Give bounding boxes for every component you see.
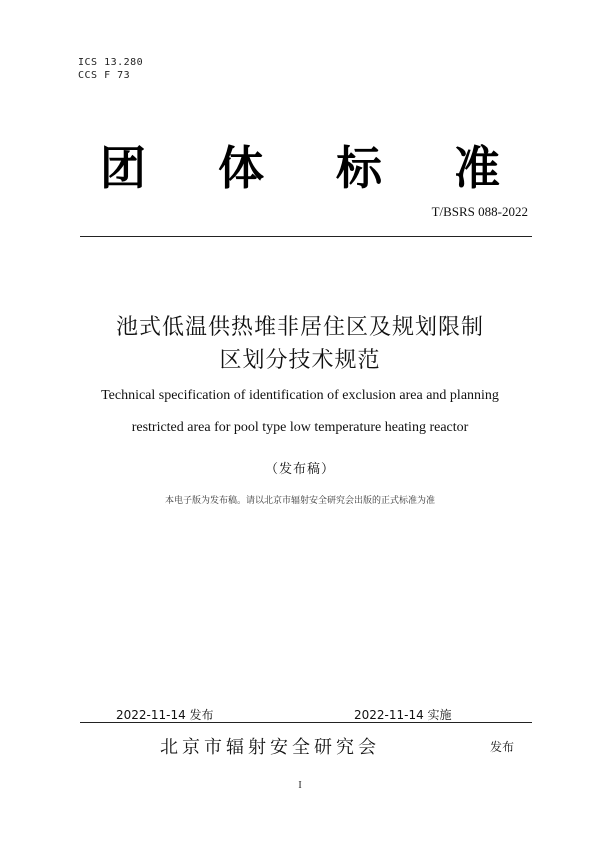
- header-divider: [80, 236, 532, 237]
- page-number: I: [298, 780, 302, 791]
- edition-note: 本电子版为发布稿。请以北京市辐射安全研究会出版的正式标准为准: [164, 496, 435, 506]
- implement-date: 2022-11-14 实施: [354, 708, 452, 722]
- draft-label: （发布稿）: [264, 462, 335, 477]
- title-en-line-1: Technical specification of identification of exclusion area and planning: [101, 388, 499, 403]
- title-en-line-2: restricted area for pool type low temperature heating reactor: [131, 420, 469, 435]
- title-char-3: 标: [336, 141, 382, 195]
- title-char-2: 体: [218, 141, 264, 195]
- title-char-1: 团: [100, 141, 146, 195]
- title-zh-line-1: 池式低温供热堆非居住区及规划限制: [115, 315, 484, 340]
- ics-code: ICS 13.280: [78, 57, 144, 68]
- publish-date: 2022-11-14 发布: [116, 708, 214, 722]
- standard-number: T/BSRS 088-2022: [431, 204, 528, 219]
- classification-codes: [78, 56, 143, 82]
- footer-divider: [80, 722, 532, 723]
- title-zh-line-2: 区划分技术规范: [219, 348, 381, 373]
- issuer-name: 北京市辐射安全研究会: [160, 737, 380, 758]
- issuer-suffix: 发布: [490, 740, 515, 754]
- title-char-4: 准: [454, 141, 500, 195]
- document-type-title: [100, 138, 500, 198]
- ccs-code: CCS F 73: [78, 70, 131, 81]
